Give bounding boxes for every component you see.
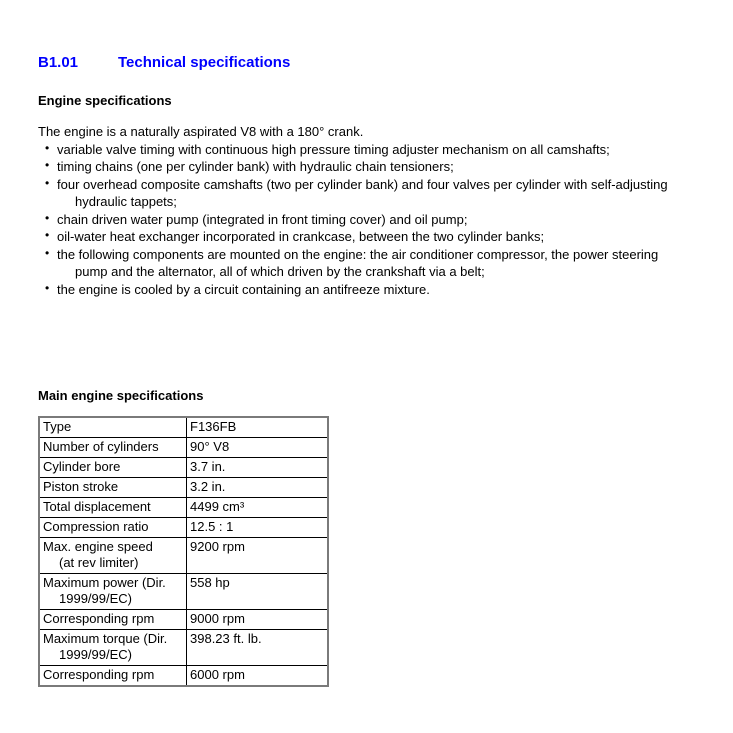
list-item-text: the following components are mounted on the engine: the air conditioner compressor, the power steering: [57, 246, 659, 262]
spec-value: [187, 518, 329, 538]
spec-value-text: 558 hp: [190, 575, 230, 590]
spec-value: [187, 610, 329, 630]
spec-label: [39, 478, 187, 498]
spec-label: [39, 630, 187, 666]
table-row: [39, 538, 328, 574]
list-item: [38, 281, 707, 299]
bullet-icon: •: [45, 158, 50, 172]
list-item-text: oil-water heat exchanger incorporated in crankcase, between the two cylinder banks;: [57, 229, 545, 244]
spec-value: [187, 458, 329, 478]
table-row: [39, 666, 328, 687]
spec-value-text: 6000 rpm: [190, 667, 245, 682]
list-item: [38, 246, 707, 281]
list-item-text: variable valve timing with continuous high pressure timing adjuster mechanism on all camshafts;: [57, 141, 610, 157]
spec-label-text: Max. engine speed: [43, 539, 153, 554]
spec-value: [187, 478, 329, 498]
spec-value-text: 9200 rpm: [190, 539, 245, 554]
list-item-text-continued: pump and the alternator, all of which driven by the crankshaft via a belt;: [75, 264, 485, 279]
spec-label-text: Maximum power (Dir.: [43, 575, 166, 590]
section-number: B1.01: [38, 54, 79, 71]
spec-value-text: 3.7 in.: [190, 459, 226, 474]
list-item: [38, 141, 707, 159]
spec-value: [187, 417, 329, 438]
spec-label-text: Number of cylinders: [43, 439, 159, 454]
spec-value-text: 4499 cm³: [190, 499, 245, 514]
intro-paragraph: The engine is a naturally aspirated V8 with a 180° crank.: [38, 124, 364, 139]
list-item: [38, 228, 707, 246]
bullet-icon: •: [45, 228, 50, 242]
bullet-icon: •: [45, 175, 50, 190]
bullet-icon: •: [45, 140, 50, 155]
spec-label: [39, 574, 187, 610]
spec-value: [187, 538, 329, 574]
spec-label-text: Corresponding rpm: [43, 611, 155, 626]
spec-value: [187, 630, 329, 666]
spec-label-text: Piston stroke: [43, 479, 119, 494]
table-row: [39, 458, 328, 478]
table-row: [39, 498, 328, 518]
list-item-text: timing chains (one per cylinder bank) with hydraulic chain tensioners;: [57, 159, 454, 174]
list-item-text: the engine is cooled by a circuit containing an antifreeze mixture.: [57, 281, 430, 297]
spec-value-text: 398.23 ft. lb.: [190, 631, 262, 646]
spec-value-text: 3.2 in.: [190, 479, 226, 494]
spec-label-text: Maximum torque (Dir.: [43, 631, 168, 646]
spec-value-text: 9000 rpm: [190, 611, 245, 626]
main-engine-specifications-heading: Main engine specifications: [38, 388, 204, 403]
engine-specifications-heading: Engine specifications: [38, 93, 172, 108]
spec-label: [39, 666, 187, 687]
spec-value: [187, 574, 329, 610]
spec-value-text: F136FB: [190, 419, 237, 434]
spec-value: [187, 666, 329, 687]
spec-label-text: Cylinder bore: [43, 459, 121, 474]
bullet-icon: •: [45, 245, 50, 260]
spec-value: [187, 498, 329, 518]
list-item: [38, 211, 707, 229]
list-item-text: chain driven water pump (integrated in front timing cover) and oil pump;: [57, 211, 468, 227]
table-row: [39, 518, 328, 538]
spec-label-text: Compression ratio: [43, 519, 149, 534]
list-item: [38, 176, 707, 211]
section-title: Technical specifications: [118, 54, 291, 71]
spec-label: [39, 610, 187, 630]
spec-label-text-continued: 1999/99/EC): [59, 591, 132, 606]
section-heading: [38, 55, 707, 71]
table-row: [39, 610, 328, 630]
table-row: [39, 438, 328, 458]
list-item-text: four overhead composite camshafts (two per cylinder bank) and four valves per cylinder with self-adjusting: [57, 176, 668, 192]
table-row: [39, 417, 328, 438]
table-row: [39, 574, 328, 610]
spec-label-text: Total displacement: [43, 499, 151, 514]
bullet-icon: •: [45, 280, 50, 295]
spec-value-text: 12.5 : 1: [190, 519, 234, 534]
bullet-icon: •: [45, 210, 50, 225]
engine-features-list: [38, 141, 707, 299]
table-row: [39, 478, 328, 498]
list-item: [38, 158, 707, 176]
spec-label-text: Type: [43, 419, 72, 434]
list-item-text-continued: hydraulic tappets;: [75, 194, 177, 209]
spec-value-text: 90° V8: [190, 439, 230, 454]
table-row: [39, 630, 328, 666]
spec-table: [38, 416, 329, 687]
spec-label-text: Corresponding rpm: [43, 667, 155, 682]
spec-label: [39, 538, 187, 574]
spec-label: [39, 438, 187, 458]
spec-label-text-continued: 1999/99/EC): [59, 647, 132, 662]
spec-label: [39, 518, 187, 538]
spec-label-text-continued: (at rev limiter): [59, 555, 139, 570]
spec-value: [187, 438, 329, 458]
spec-label: [39, 498, 187, 518]
spec-label: [39, 417, 187, 438]
spec-label: [39, 458, 187, 478]
